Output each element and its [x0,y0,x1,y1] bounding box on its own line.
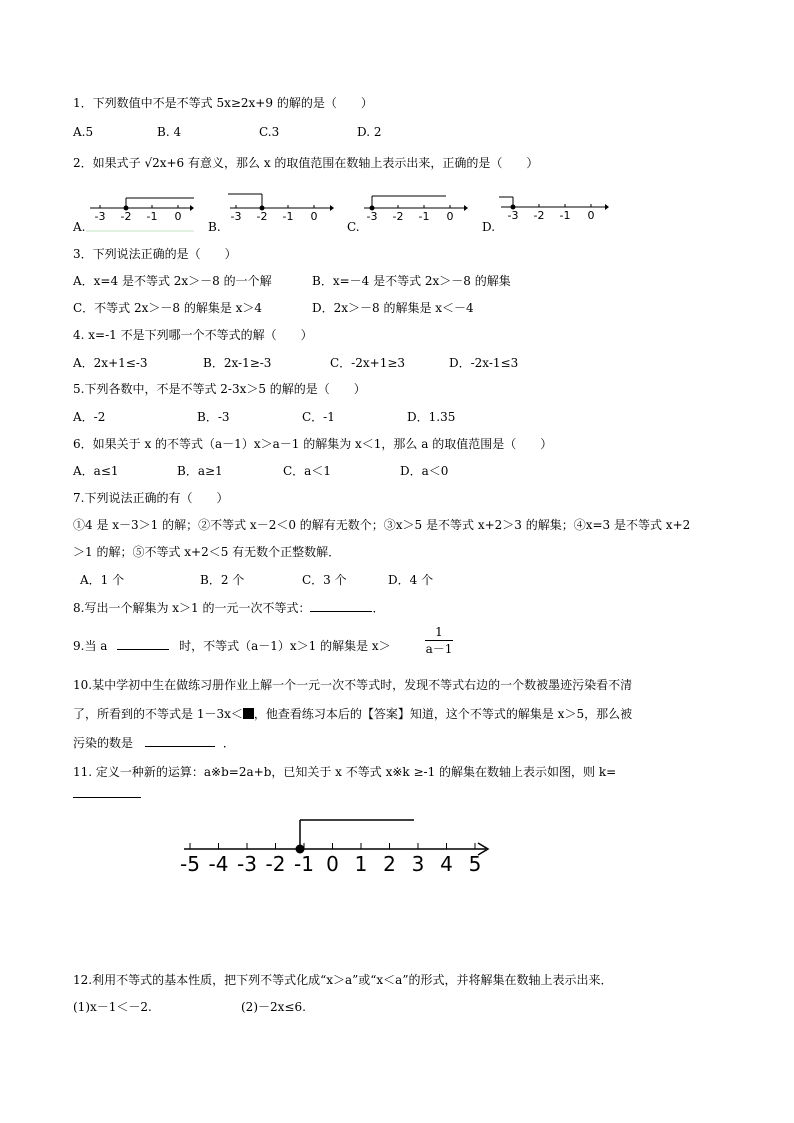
q5-option-c: C．-1 [302,410,335,424]
q9-answer-blank[interactable] [117,637,169,650]
q7-option-c: C．3 个 [302,573,347,587]
question-2: 2．如果式子 √2x+6 有意义，那么 x 的取值范围在数轴上表示出来，正确的是（ ） [73,156,539,170]
q2-number-line-c-tick-label: -1 [418,210,430,223]
q1-option-c: C.3 [259,125,280,139]
question-3: 3．下列说法正确的是（ ） [73,247,237,261]
q2-option-c: C. [347,220,360,234]
question-4: 4. x=-1 不是下列哪一个不等式的解（ ） [73,328,313,342]
q2-number-line-c-tick-label: 0 [446,210,454,223]
question-6: 6．如果关于 x 的不等式（a－1）x＞a－1 的解集为 x＜1，那么 a 的取值范围是（ ） [73,437,553,451]
q11-tick-label: 2 [383,852,396,876]
question-10-line-1: 10.某中学初中生在做练习册作业上解一个一元一次不等式时，发现不等式右边的一个数被墨迹污染看不清 [73,678,633,692]
q11-tick-label: -5 [180,852,200,876]
q6-option-b: B．a≥1 [177,464,223,478]
question-7-statements-2: ＞1 的解；⑤不等式 x+2＜5 有无数个正整数解． [73,545,341,559]
q2-number-line-a [86,186,196,232]
q6-option-a: A．a≤1 [73,464,119,478]
question-10-line-3 [73,734,235,751]
q1-option-a: A.5 [73,125,94,139]
q9-fraction [425,624,453,657]
q2-number-line-d-tick-label: -2 [533,209,545,222]
q4-option-c: C．-2x+1≥3 [330,356,406,370]
q2-option-b: B. [208,220,221,234]
q9-numerator: 1 [435,625,443,639]
question-1: 1．下列数值中不是不等式 5x≥2x+9 的解的是（ ） [73,96,373,110]
q2-number-line-a-tick-label: 0 [174,210,182,223]
ink-blot-icon [243,708,254,719]
q12-part-2: (2)－2x≤6. [241,1000,306,1014]
q2-number-line-d-tick-label: -3 [507,209,519,222]
question-12: 12.利用不等式的基本性质，把下列不等式化成“x＞a”或“x＜a”的形式，并将解集在数轴上表示出来． [73,973,613,987]
q11-tick-label: -3 [237,852,257,876]
q8-answer-blank[interactable] [310,599,372,612]
q2-number-line-b-tick-label: 0 [310,210,318,223]
q6-option-d: D．a＜0 [400,464,449,478]
q3-option-d: D．2x＞－8 的解集是 x＜－4 [312,301,474,315]
q11-answer-blank[interactable] [73,785,141,798]
question-10-line-2 [73,706,632,722]
q5-option-a: A．-2 [73,410,106,424]
q4-option-a: A．2x+1≤-3 [73,356,148,370]
q2-number-line-c-tick-label: -2 [392,210,404,223]
q11-number-line [176,812,496,882]
q4-option-b: B．2x-1≥-3 [203,356,272,370]
q9-mid: 时，不等式（a－1）x＞1 的解集是 x＞ [179,639,391,653]
q2-option-a: A. [73,220,86,234]
q2-number-line-d-tick-label: 0 [587,209,595,222]
q11-tick-label: 0 [326,852,339,876]
q11-tick-label: -4 [208,852,229,876]
q2-number-line-c [360,190,470,230]
q3-option-b: B．x=－4 是不等式 2x＞－8 的解集 [312,274,511,288]
q7-option-a: A．1 个 [80,573,125,587]
q7-option-b: B．2 个 [200,573,245,587]
question-7: 7.下列说法正确的有（ ） [73,491,229,505]
question-7-statements-1: ①4 是 x－3＞1 的解；②不等式 x－2＜0 的解有无数个；③x＞5 是不等式 x+2＞3 的解集；④x=3 是不等式 x+2 [73,518,691,532]
question-8 [73,599,385,616]
q2-number-line-a-tick-label: -3 [94,210,106,223]
q10-text-b: ，他查看练习本后的【答案】知道，这个不等式的解集是 x＞5，那么被 [253,707,633,721]
q10-answer-blank[interactable] [145,734,215,747]
q3-option-c: C．不等式 2x＞－8 的解集是 x＞4 [73,301,263,315]
q9-denominator: a－1 [425,642,453,656]
q2-number-line-d [497,193,609,233]
q6-option-c: C．a＜1 [283,464,331,478]
q2-number-line-c-tick-label: -3 [366,210,378,223]
q2-number-line-b [226,190,336,230]
q1-option-d: D. 2 [357,125,382,139]
q11-tick-label: 1 [354,852,368,876]
q5-option-d: D．1.35 [407,410,456,424]
question-11: 11. 定义一种新的运算：a※b=2a+b，已知关于 x 不等式 x※k ≥-1 的解集在数轴上表示如图，则 k= [73,765,617,779]
q2-number-line-b-tick-label: -1 [282,210,294,223]
q12-part-1: (1)x－1＜－2. [73,1000,152,1014]
q9-pre: 9.当 a [73,639,108,653]
q1-option-b: B. 4 [157,125,182,139]
q2-number-line-a-tick-label: -2 [120,210,132,223]
question-9 [73,637,391,654]
q5-option-b: B．-3 [197,410,230,424]
q4-option-d: D．-2x-1≤3 [449,356,519,370]
q11-tick-label: 3 [411,852,425,876]
q2-number-line-b-tick-label: -2 [256,210,268,223]
q7-option-d: D．4 个 [388,573,434,587]
q2-number-line-a-tick-label: -1 [146,210,158,223]
q2-option-d: D. [482,220,496,234]
q8-text: 8.写出一个解集为 x＞1 的一元一次不等式： [73,601,311,615]
question-5: 5.下列各数中，不是不等式 2-3x＞5 的解的是（ ） [73,382,366,396]
q3-option-a: A．x=4 是不等式 2x＞－8 的一个解 [73,274,272,288]
q2-number-line-b-tick-label: -3 [230,210,242,223]
q11-tick-label: -1 [294,852,314,876]
q2-number-line-d-tick-label: -1 [559,209,571,222]
q10-tail: ． [222,736,235,750]
q8-tail: ． [372,601,385,615]
q11-tick-label: 4 [440,852,453,876]
q10-text-c: 污染的数是 [73,736,134,750]
q11-tick-label: -2 [265,852,286,876]
q10-text-a: 了，所看到的不等式是 1－3x＜ [73,707,243,721]
q11-tick-label: 5 [468,852,482,876]
